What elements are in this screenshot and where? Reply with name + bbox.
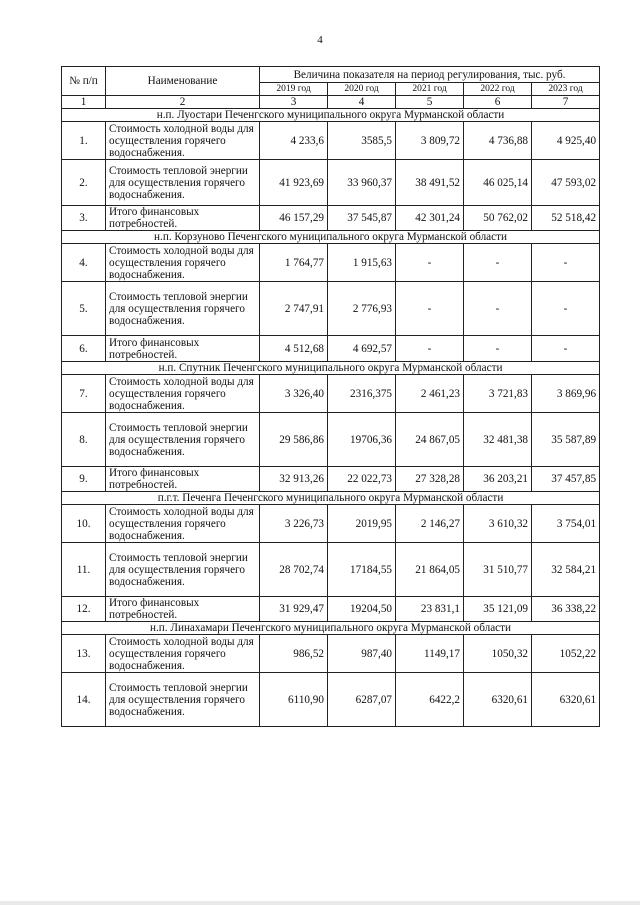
value-cell: 6422,2 bbox=[396, 673, 464, 727]
row-name: Итого финансовых потребностей. bbox=[106, 336, 260, 362]
value-cell: 4 233,6 bbox=[260, 122, 328, 160]
value-cell: 41 923,69 bbox=[260, 160, 328, 206]
value-cell: 21 864,05 bbox=[396, 543, 464, 597]
table-row bbox=[62, 413, 600, 467]
value-cell: 3 809,72 bbox=[396, 122, 464, 160]
row-name: Стоимость тепловой энергии для осуществления горячего водоснабжения. bbox=[106, 413, 260, 467]
value-cell: 23 831,1 bbox=[396, 597, 464, 622]
table-row bbox=[62, 336, 600, 362]
value-cell: 2 747,91 bbox=[260, 282, 328, 336]
value-cell: 1149,17 bbox=[396, 635, 464, 673]
column-number: 4 bbox=[328, 96, 396, 109]
value-cell: 28 702,74 bbox=[260, 543, 328, 597]
value-cell: - bbox=[532, 282, 600, 336]
value-cell: 987,40 bbox=[328, 635, 396, 673]
value-cell: 32 913,26 bbox=[260, 467, 328, 492]
value-cell: 4 925,40 bbox=[532, 122, 600, 160]
header-year: 2022 год bbox=[464, 83, 532, 96]
value-cell: - bbox=[464, 282, 532, 336]
row-name: Итого финансовых потребностей. bbox=[106, 467, 260, 492]
value-cell: 1052,22 bbox=[532, 635, 600, 673]
value-cell: - bbox=[396, 244, 464, 282]
row-number: 1. bbox=[62, 122, 106, 160]
row-number: 7. bbox=[62, 375, 106, 413]
section-header-row bbox=[62, 492, 600, 505]
value-cell: 36 338,22 bbox=[532, 597, 600, 622]
value-cell: 2 776,93 bbox=[328, 282, 396, 336]
value-cell: 3 610,32 bbox=[464, 505, 532, 543]
value-cell: 1050,32 bbox=[464, 635, 532, 673]
header-num: № п/п bbox=[62, 67, 106, 96]
value-cell: 2 146,27 bbox=[396, 505, 464, 543]
header-year: 2023 год bbox=[532, 83, 600, 96]
value-cell: - bbox=[464, 244, 532, 282]
column-number: 2 bbox=[106, 96, 260, 109]
value-cell: 46 157,29 bbox=[260, 206, 328, 231]
value-cell: 35 587,89 bbox=[532, 413, 600, 467]
value-cell: - bbox=[396, 282, 464, 336]
table-row bbox=[62, 673, 600, 727]
value-cell: 3 326,40 bbox=[260, 375, 328, 413]
value-cell: 32 584,21 bbox=[532, 543, 600, 597]
table-body bbox=[62, 109, 600, 727]
value-cell: 3 869,96 bbox=[532, 375, 600, 413]
value-cell: 24 867,05 bbox=[396, 413, 464, 467]
table-row bbox=[62, 635, 600, 673]
table-row bbox=[62, 282, 600, 336]
row-number: 10. bbox=[62, 505, 106, 543]
value-cell: 1 764,77 bbox=[260, 244, 328, 282]
row-name: Стоимость холодной воды для осуществления горячего водоснабжения. bbox=[106, 122, 260, 160]
row-name: Итого финансовых потребностей. bbox=[106, 597, 260, 622]
table-row bbox=[62, 543, 600, 597]
value-cell: 37 457,85 bbox=[532, 467, 600, 492]
row-name: Стоимость тепловой энергии для осуществления горячего водоснабжения. bbox=[106, 673, 260, 727]
row-number: 8. bbox=[62, 413, 106, 467]
column-number: 7 bbox=[532, 96, 600, 109]
value-cell: 2019,95 bbox=[328, 505, 396, 543]
row-number: 4. bbox=[62, 244, 106, 282]
value-cell: 1 915,63 bbox=[328, 244, 396, 282]
value-cell: 29 586,86 bbox=[260, 413, 328, 467]
header-year: 2021 год bbox=[396, 83, 464, 96]
row-name: Итого финансовых потребностей. bbox=[106, 206, 260, 231]
value-cell: 3 721,83 bbox=[464, 375, 532, 413]
value-cell: 4 512,68 bbox=[260, 336, 328, 362]
table-row bbox=[62, 505, 600, 543]
value-cell: 986,52 bbox=[260, 635, 328, 673]
row-name: Стоимость холодной воды для осуществления горячего водоснабжения. bbox=[106, 505, 260, 543]
value-cell: 27 328,28 bbox=[396, 467, 464, 492]
value-cell: 33 960,37 bbox=[328, 160, 396, 206]
row-name: Стоимость холодной воды для осуществления горячего водоснабжения. bbox=[106, 244, 260, 282]
value-cell: - bbox=[396, 336, 464, 362]
row-name: Стоимость тепловой энергии для осуществления горячего водоснабжения. bbox=[106, 282, 260, 336]
header-year: 2019 год bbox=[260, 83, 328, 96]
row-number: 3. bbox=[62, 206, 106, 231]
regulation-table bbox=[61, 66, 600, 727]
row-number: 5. bbox=[62, 282, 106, 336]
column-number: 1 bbox=[62, 96, 106, 109]
value-cell: 50 762,02 bbox=[464, 206, 532, 231]
section-title: н.п. Линахамари Печенгского муниципального округа Мурманской области bbox=[62, 622, 600, 635]
value-cell: 22 022,73 bbox=[328, 467, 396, 492]
table-row bbox=[62, 244, 600, 282]
column-numbers-row bbox=[62, 96, 600, 109]
column-number: 6 bbox=[464, 96, 532, 109]
value-cell: 31 510,77 bbox=[464, 543, 532, 597]
row-name: Стоимость тепловой энергии для осуществления горячего водоснабжения. bbox=[106, 543, 260, 597]
section-header-row bbox=[62, 109, 600, 122]
table-row bbox=[62, 160, 600, 206]
value-cell: 19706,36 bbox=[328, 413, 396, 467]
value-cell: 6320,61 bbox=[464, 673, 532, 727]
value-cell: 3 754,01 bbox=[532, 505, 600, 543]
header-name: Наименование bbox=[106, 67, 260, 96]
header-group: Величина показателя на период регулирования, тыс. руб. bbox=[260, 67, 600, 83]
value-cell: 42 301,24 bbox=[396, 206, 464, 231]
table-row bbox=[62, 467, 600, 492]
value-cell: 32 481,38 bbox=[464, 413, 532, 467]
row-number: 13. bbox=[62, 635, 106, 673]
row-name: Стоимость холодной воды для осуществления горячего водоснабжения. bbox=[106, 375, 260, 413]
section-title: н.п. Луостари Печенгского муниципального округа Мурманской области bbox=[62, 109, 600, 122]
table-row bbox=[62, 206, 600, 231]
row-number: 9. bbox=[62, 467, 106, 492]
table-header bbox=[62, 67, 600, 109]
value-cell: 3585,5 bbox=[328, 122, 396, 160]
value-cell: 47 593,02 bbox=[532, 160, 600, 206]
value-cell: 19204,50 bbox=[328, 597, 396, 622]
value-cell: 2 461,23 bbox=[396, 375, 464, 413]
value-cell: 46 025,14 bbox=[464, 160, 532, 206]
section-title: н.п. Спутник Печенгского муниципального округа Мурманской области bbox=[62, 362, 600, 375]
row-name: Стоимость тепловой энергии для осуществления горячего водоснабжения. bbox=[106, 160, 260, 206]
section-title: п.г.т. Печенга Печенгского муниципального округа Мурманской области bbox=[62, 492, 600, 505]
value-cell: 36 203,21 bbox=[464, 467, 532, 492]
value-cell: 35 121,09 bbox=[464, 597, 532, 622]
value-cell: 6110,90 bbox=[260, 673, 328, 727]
value-cell: 17184,55 bbox=[328, 543, 396, 597]
header-year: 2020 год bbox=[328, 83, 396, 96]
row-number: 6. bbox=[62, 336, 106, 362]
value-cell: 4 692,57 bbox=[328, 336, 396, 362]
column-number: 3 bbox=[260, 96, 328, 109]
row-number: 12. bbox=[62, 597, 106, 622]
section-header-row bbox=[62, 231, 600, 244]
section-header-row bbox=[62, 622, 600, 635]
value-cell: - bbox=[464, 336, 532, 362]
value-cell: 4 736,88 bbox=[464, 122, 532, 160]
value-cell: 3 226,73 bbox=[260, 505, 328, 543]
table-row bbox=[62, 597, 600, 622]
value-cell: 31 929,47 bbox=[260, 597, 328, 622]
section-header-row bbox=[62, 362, 600, 375]
value-cell: 52 518,42 bbox=[532, 206, 600, 231]
scan-edge bbox=[0, 901, 640, 905]
section-title: н.п. Корзуново Печенгского муниципального округа Мурманской области bbox=[62, 231, 600, 244]
row-number: 2. bbox=[62, 160, 106, 206]
table-row bbox=[62, 122, 600, 160]
value-cell: 2316,375 bbox=[328, 375, 396, 413]
value-cell: 38 491,52 bbox=[396, 160, 464, 206]
row-name: Стоимость холодной воды для осуществления горячего водоснабжения. bbox=[106, 635, 260, 673]
table-row bbox=[62, 375, 600, 413]
value-cell: 6320,61 bbox=[532, 673, 600, 727]
value-cell: 37 545,87 bbox=[328, 206, 396, 231]
page-number: 4 bbox=[317, 34, 323, 46]
value-cell: 6287,07 bbox=[328, 673, 396, 727]
value-cell: - bbox=[532, 336, 600, 362]
row-number: 11. bbox=[62, 543, 106, 597]
value-cell: - bbox=[532, 244, 600, 282]
column-number: 5 bbox=[396, 96, 464, 109]
row-number: 14. bbox=[62, 673, 106, 727]
